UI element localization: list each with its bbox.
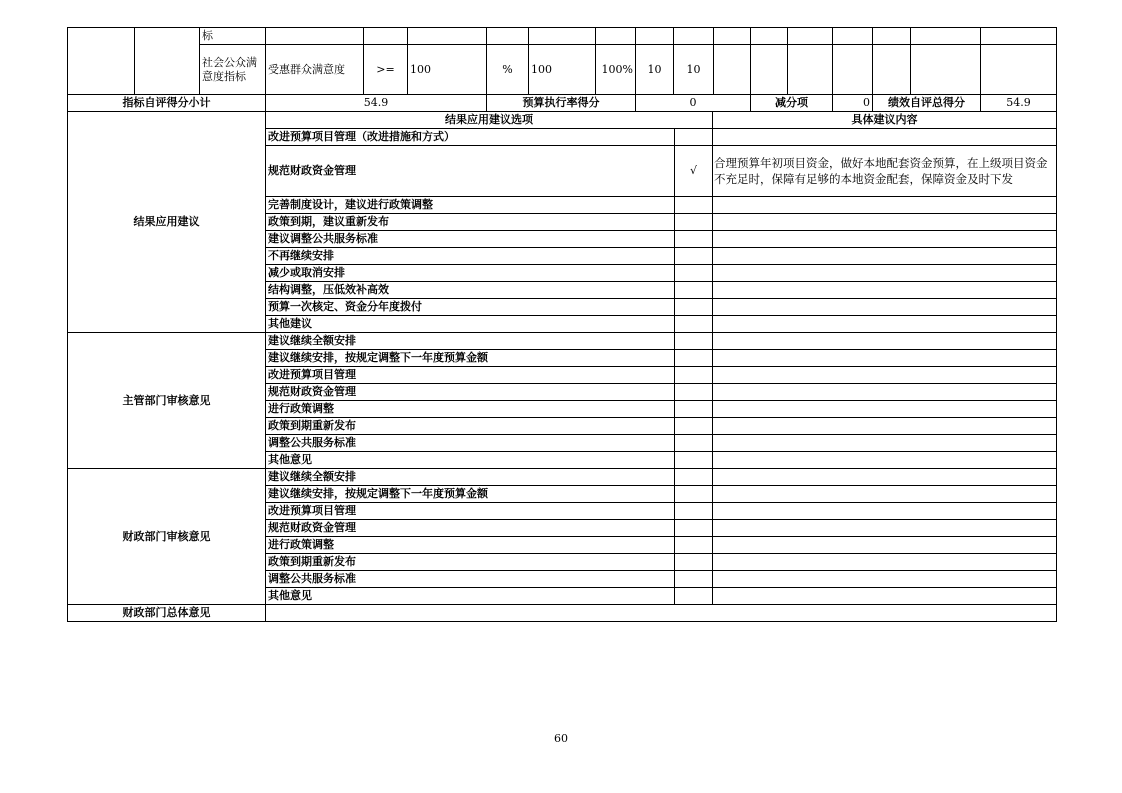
review-option: 改进预算项目管理 xyxy=(266,367,675,384)
result-detail xyxy=(713,248,1057,265)
indicator-operator: >= xyxy=(364,45,408,95)
indicator-row xyxy=(68,45,1057,95)
review-check xyxy=(675,486,713,503)
review-detail xyxy=(713,333,1057,350)
review-option: 调整公共服务标准 xyxy=(266,571,675,588)
review-detail xyxy=(713,503,1057,520)
indicator-weight: 10 xyxy=(636,45,674,95)
result-detail xyxy=(713,197,1057,214)
result-option: 不再继续安排 xyxy=(266,248,675,265)
result-check xyxy=(675,231,713,248)
result-option: 预算一次核定、资金分年度拨付 xyxy=(266,299,675,316)
result-check xyxy=(675,299,713,316)
result-check: √ xyxy=(675,146,713,197)
budget-rate-value: 0 xyxy=(636,95,751,112)
indicator-unit: % xyxy=(487,45,529,95)
review-option: 其他意见 xyxy=(266,452,675,469)
result-option: 结构调整，压低效补高效 xyxy=(266,282,675,299)
result-detail xyxy=(713,299,1057,316)
review-check xyxy=(675,537,713,554)
review-check xyxy=(675,503,713,520)
review-check xyxy=(675,469,713,486)
result-check xyxy=(675,214,713,231)
indicator-actual: 100 xyxy=(529,45,596,95)
competent-review-row xyxy=(68,333,1057,350)
competent-review-label: 主管部门审核意见 xyxy=(68,333,266,469)
result-detail xyxy=(713,316,1057,333)
result-detail xyxy=(713,129,1057,146)
review-check xyxy=(675,401,713,418)
review-option: 其他意见 xyxy=(266,588,675,605)
result-detail xyxy=(713,282,1057,299)
options-header: 结果应用建议选项 xyxy=(266,112,713,129)
result-option: 完善制度设计，建议进行政策调整 xyxy=(266,197,675,214)
result-option: 建议调整公共服务标准 xyxy=(266,231,675,248)
result-option: 改进预算项目管理（改进措施和方式） xyxy=(266,129,675,146)
review-detail xyxy=(713,486,1057,503)
result-check xyxy=(675,197,713,214)
review-detail xyxy=(713,537,1057,554)
review-option: 建议继续安排，按规定调整下一年度预算金额 xyxy=(266,486,675,503)
review-option: 进行政策调整 xyxy=(266,401,675,418)
cell-empty xyxy=(68,28,135,95)
result-detail: 合理预算年初项目资金，做好本地配套资金预算，在上级项目资金不充足时，保障有足够的本地资金配套，保障资金及时下发 xyxy=(713,146,1057,197)
review-option: 建议继续全额安排 xyxy=(266,469,675,486)
indicator-table xyxy=(67,27,1057,112)
subtotal-label: 指标自评得分小计 xyxy=(68,95,266,112)
review-detail xyxy=(713,452,1057,469)
deduction-value: 0 xyxy=(833,95,873,112)
review-option: 建议继续安排，按规定调整下一年度预算金额 xyxy=(266,350,675,367)
indicator-target: 100 xyxy=(408,45,487,95)
review-detail xyxy=(713,350,1057,367)
result-check xyxy=(675,248,713,265)
indicator-level3: 社会公众满意度指标 xyxy=(200,45,266,95)
review-check xyxy=(675,571,713,588)
result-check xyxy=(675,265,713,282)
result-check xyxy=(675,129,713,146)
review-check xyxy=(675,520,713,537)
indicator-rate: 100% xyxy=(596,45,636,95)
budget-rate-label: 预算执行率得分 xyxy=(487,95,636,112)
indicator-name: 受惠群众满意度 xyxy=(266,45,364,95)
review-check xyxy=(675,435,713,452)
result-check xyxy=(675,282,713,299)
review-detail xyxy=(713,367,1057,384)
review-option: 建议继续全额安排 xyxy=(266,333,675,350)
result-detail xyxy=(713,231,1057,248)
review-option: 改进预算项目管理 xyxy=(266,503,675,520)
result-check xyxy=(675,316,713,333)
review-detail xyxy=(713,571,1057,588)
review-detail xyxy=(713,384,1057,401)
score-summary-row xyxy=(68,95,1057,112)
review-detail xyxy=(713,469,1057,486)
cell-empty xyxy=(135,28,200,95)
detail-header: 具体建议内容 xyxy=(713,112,1057,129)
review-option: 规范财政资金管理 xyxy=(266,384,675,401)
review-detail xyxy=(713,435,1057,452)
result-detail xyxy=(713,214,1057,231)
result-option: 政策到期，建议重新发布 xyxy=(266,214,675,231)
result-header-row xyxy=(68,112,1057,129)
page-number: 60 xyxy=(554,732,568,745)
result-option: 规范财政资金管理 xyxy=(266,146,675,197)
indicator-score: 10 xyxy=(674,45,714,95)
finance-overall-label: 财政部门总体意见 xyxy=(68,605,266,622)
review-option: 政策到期重新发布 xyxy=(266,554,675,571)
review-option: 进行政策调整 xyxy=(266,537,675,554)
review-check xyxy=(675,588,713,605)
review-check xyxy=(675,384,713,401)
total-score-value: 54.9 xyxy=(981,95,1057,112)
indicator-row-partial xyxy=(68,28,1057,45)
subtotal-value: 54.9 xyxy=(266,95,487,112)
total-score-label: 绩效自评总得分 xyxy=(873,95,981,112)
review-check xyxy=(675,350,713,367)
review-option: 调整公共服务标准 xyxy=(266,435,675,452)
finance-overall-content xyxy=(266,605,1057,622)
finance-review-label: 财政部门审核意见 xyxy=(68,469,266,605)
indicator-level3-cont: 标 xyxy=(200,28,266,45)
result-section-label: 结果应用建议 xyxy=(68,112,266,333)
review-option: 政策到期重新发布 xyxy=(266,418,675,435)
review-detail xyxy=(713,588,1057,605)
review-check xyxy=(675,554,713,571)
result-detail xyxy=(713,265,1057,282)
review-option: 规范财政资金管理 xyxy=(266,520,675,537)
finance-overall-row xyxy=(68,605,1057,622)
review-detail xyxy=(713,554,1057,571)
deduction-label: 减分项 xyxy=(751,95,833,112)
review-check xyxy=(675,418,713,435)
review-check xyxy=(675,452,713,469)
review-detail xyxy=(713,418,1057,435)
finance-review-row xyxy=(68,469,1057,486)
review-detail xyxy=(713,401,1057,418)
review-detail xyxy=(713,520,1057,537)
review-check xyxy=(675,367,713,384)
review-check xyxy=(675,333,713,350)
result-option: 减少或取消安排 xyxy=(266,265,675,282)
result-option: 其他建议 xyxy=(266,316,675,333)
result-application-table xyxy=(67,111,1057,622)
